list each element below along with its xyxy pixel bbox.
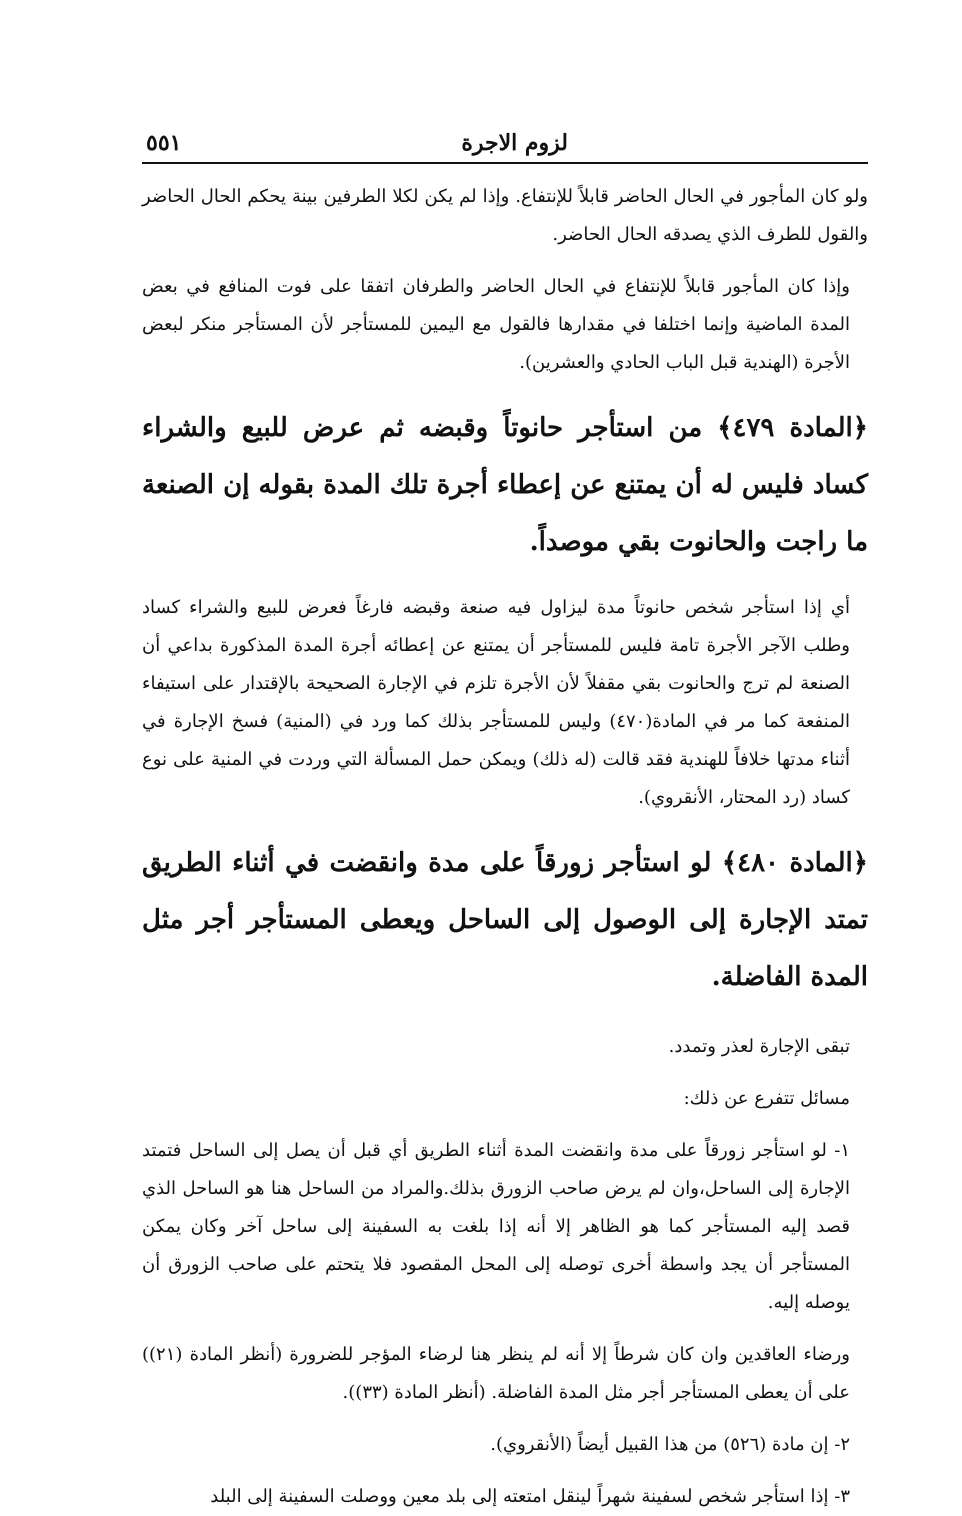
running-header: [142, 118, 868, 164]
article-479: ﴿المادة ٤٧٩﴾ من استأجر حانوتاً وقبضه ثم عرض للبيع والشراء كساد فليس له أن يمتنع عن إعطاء أجرة تلك المدة بقوله إن الصنعة ما راجت والحانوت بقي موصداً.: [142, 413, 868, 557]
article-480: ﴿المادة ٤٨٠﴾ لو استأجر زورقاً على مدة وانقضت في أثناء الطريق تمتد الإجارة إلى الوصول إلى الساحل ويعطى المستأجر أجر مثل المدة الفاضلة.: [142, 848, 868, 992]
chapter-title: لزوم الاجرة: [461, 130, 568, 156]
page-number: ٥٥١: [146, 130, 182, 156]
list-item-2: ٢- إن مادة (٥٢٦) من هذا القبيل أيضاً (الأنقروي).: [490, 1434, 850, 1455]
paragraph-consent: ورضاء العاقدين وان كان شرطاً إلا أنه لم ينظر هنا لرضاء المؤجر للضرورة (أنظر المادة (٢١)) على أن يعطى المستأجر أجر مثل المدة الفاضلة. (أنظر المادة (٣٣)).: [142, 1344, 850, 1403]
paragraph-issues-heading: مسائل تتفرع عن ذلك:: [683, 1088, 850, 1109]
page-body: [142, 178, 868, 1516]
paragraph-rule: تبقى الإجارة لعذر وتمدد.: [668, 1036, 850, 1057]
paragraph-commentary: وإذا كان المأجور قابلاً للإنتفاع في الحال الحاضر والطرفان اتفقا على فوت المنافع في بعض المدة الماضية وإنما اختلفا في مقدارها فالقول مع اليمين للمستأجر لأن المستأجر منكر لبعض الأجرة (الهندية قبل الباب الحادي والعشرين).: [142, 276, 850, 373]
paragraph-continuation: ولو كان المأجور في الحال الحاضر قابلاً للإنتفاع. وإذا لم يكن لكلا الطرفين بينة يحكم الحال الحاضر والقول للطرف الذي يصدقه الحال الحاضر.: [142, 186, 868, 245]
document-page: [142, 118, 868, 1516]
list-item-1: ١- لو استأجر زورقاً على مدة وانقضت المدة أثناء الطريق أي قبل أن يصل إلى الساحل فتمتد الإجارة إلى الساحل،وان لم يرض صاحب الزورق بذلك.والمراد من الساحل هنا هو الساحل الذي قصد إليه المستأجر كما هو الظاهر إلا أنه إذا بلغت به السفينة إلى ساحل آخر وكان يمكن المستأجر أن يجد واسطة أخرى توصله إلى المحل المقصود فلا يتحتم على صاحب الزورق أن يوصله إليه.: [142, 1140, 850, 1313]
paragraph-article-479-explanation: أي إذا استأجر شخص حانوتاً مدة ليزاول فيه صنعة وقبضه فارغاً فعرض للبيع والشراء كساد وطلب الآجر الأجرة تامة فليس للمستأجر أن يمتنع عن إعطائه أجرة المدة المذكورة بداعي أن الصنعة لم ترج والحانوت بقي مقفلاً لأن الأجرة تلزم في الإجارة الصحيحة بالإقتدار على استيفاء المنفعة كما مر في المادة(٤٧٠) وليس للمستأجر بذلك كما ورد في (المنية) فسخ الإجارة في أثناء مدتها خلافاً للهندية فقد قالت (له ذلك) ويمكن حمل المسألة التي وردت في المنية على نوع كساد (رد المحتار، الأنقروي).: [142, 597, 850, 808]
list-item-3: ٣- إذا استأجر شخص لسفينة شهراً لينقل امتعته إلى بلد معين ووصلت السفينة إلى البلد: [210, 1486, 850, 1507]
